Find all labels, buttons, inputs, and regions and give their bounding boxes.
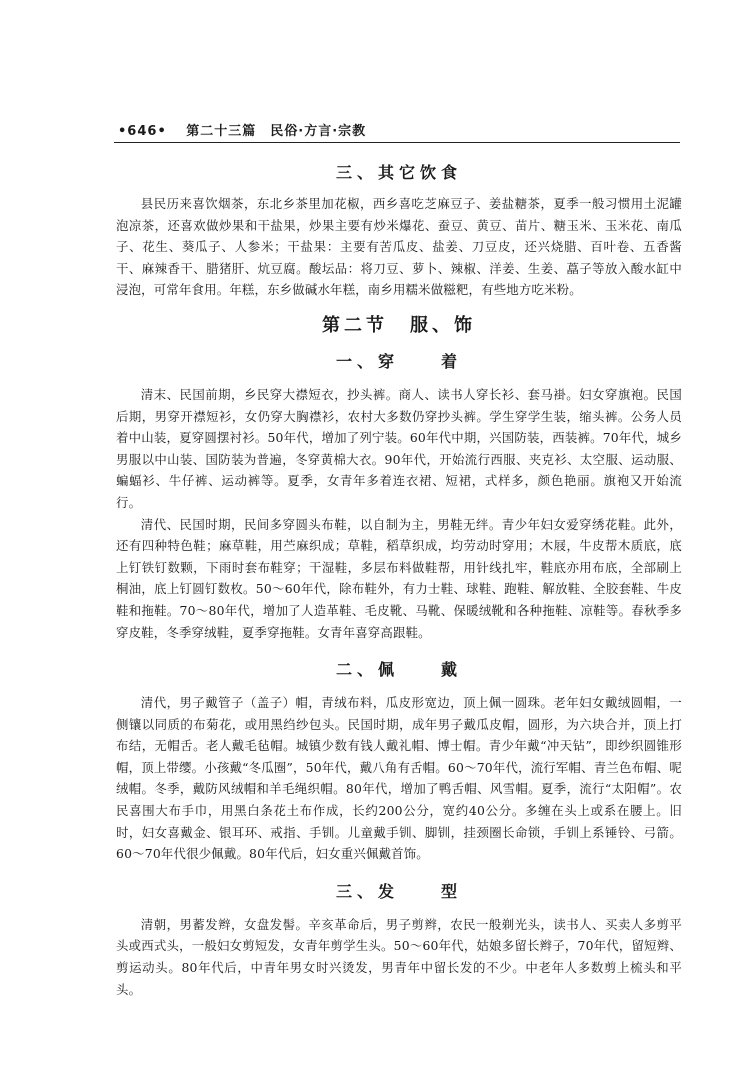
section-heading-wearing: 一、穿 着	[335, 351, 462, 371]
running-title: 第二十三篇 民俗·方言·宗教	[186, 124, 367, 139]
paragraph-shoes: 清代、民国时期，民间多穿圆头布鞋，以自制为主，男鞋无绊。青少年妇女爱穿绣花鞋。此外，还有四种特色鞋；麻草鞋，用苎麻织成；草鞋，稻草织成，均劳动时穿用；木屐，牛皮帮木质底，底上钉铁钉数颗，下雨时套布鞋穿；干湿鞋，多层布料做鞋帮，用针线扎牢，鞋底亦用布底，全部刷上桐油，底上钉圆钉数枚。50～60年代，除布鞋外，有力士鞋、球鞋、跑鞋、解放鞋、全胶套鞋、牛皮鞋和拖鞋。70～80年代，增加了人造革鞋、毛皮靴、马靴、保暖绒靴和各种拖鞋、凉鞋等。春秋季多穿皮鞋，冬季穿绒鞋，夏季穿拖鞋。女青年喜穿高跟鞋。	[116, 516, 682, 640]
section-heading-hairstyle: 三、发 型	[335, 881, 462, 901]
running-header	[118, 120, 678, 139]
paragraph-other-food: 县民历来喜饮烟茶，东北乡茶里加花椒，西乡喜吃芝麻豆子、姜盐糖茶，夏季一般习惯用土泥罐泡凉茶，还喜欢做炒果和干盐果，炒果主要有炒米爆花、蚕豆、黄豆、苗片、糖玉米、玉米花、南瓜子、花生、葵瓜子、人参米；干盐果：主要有苦瓜皮、盐姜、刀豆皮，还兴烧腊、百叶卷、五香酱干、麻辣香干、腊猪肝、炕豆腐。酸坛品：将刀豆、萝卜、辣椒、洋姜、生姜、藠子等放入酸水缸中浸泡，可常年食用。年糕，东乡做碱水年糕，南乡用糯米做糍粑，有些地方吃米粉。	[116, 196, 682, 298]
paragraph-hairstyle: 清朝，男蓄发辫，女盘发髻。辛亥革命后，男子剪辫，农民一般剃光头，读书人、买卖人多剪平头或西式头，一般妇女剪短发，女青年剪学生头。50～60年代，姑娘多留长辫子，70年代，留短辫、剪运动头。80年代后，中青年男女时兴烫发，男青年中留长发的不少。中老年人多数剪上梳头和平头。	[116, 916, 682, 997]
paragraph-accessories: 清代，男子戴管子（盖子）帽，青绒布料，瓜皮形宽边，顶上佩一圆珠。老年妇女戴绒圆帽，一侧镶以同质的布菊花，或用黑绉纱包头。民国时期，成年男子戴瓜皮帽，圆形，为六块合并，顶上打布结，无帽舌。老人戴毛毡帽。城镇少数有钱人戴礼帽、博士帽。青少年戴“冲天钻”，即纱织圆锥形帽，顶上带缨。小孩戴“冬瓜圈”，50年代，戴八角有舌帽。60～70年代，流行军帽、青兰色布帽、呢绒帽。冬季，戴防风绒帽和羊毛绳织帽。80年代，增加了鸭舌帽、风雪帽。夏季，流行“太阳帽”。农民喜围大布手巾，用黑白条花土布作成，长约200公分，宽约40公分。多缠在头上或系在腰上。旧时，妇女喜戴金、银耳环、戒指、手钏。儿童戴手钏、脚钏，挂颈圈长命锁，手钏上系锤铃、弓箭。60～70年代很少佩戴。80年代后，妇女重兴佩戴首饰。	[116, 695, 682, 862]
section-heading-other-food: 三、其它饮食	[335, 163, 462, 182]
header-rule	[114, 142, 680, 143]
page-number: •646•	[118, 124, 167, 139]
section-heading-accessories: 二、佩 戴	[335, 660, 462, 680]
chapter-heading-clothing: 第二节 服、饰	[322, 314, 476, 336]
page-content	[116, 160, 682, 1000]
paragraph-clothes: 清末、民国前期，乡民穿大襟短衣，抄头裤。商人、读书人穿长衫、套马褂。妇女穿旗袍。民国后期，男穿开襟短衫，女仍穿大胸襟衫，农村大多数仍穿抄头裤。学生穿学生装，缩头裤。公务人员着中山装，夏穿圆摆衬衫。50年代，增加了列宁装。60年代中期，兴国防装，西装裤。70年代，城乡男服以中山装、国防装为普遍，冬穿黄棉大衣。90年代，开始流行西服、夹克衫、太空服、运动服、蝙蝠衫、牛仔裤、运动裤等。夏季，女青年多着连衣裙、短裙，式样多，颜色艳丽。旗袍又开始流行。	[116, 386, 682, 510]
